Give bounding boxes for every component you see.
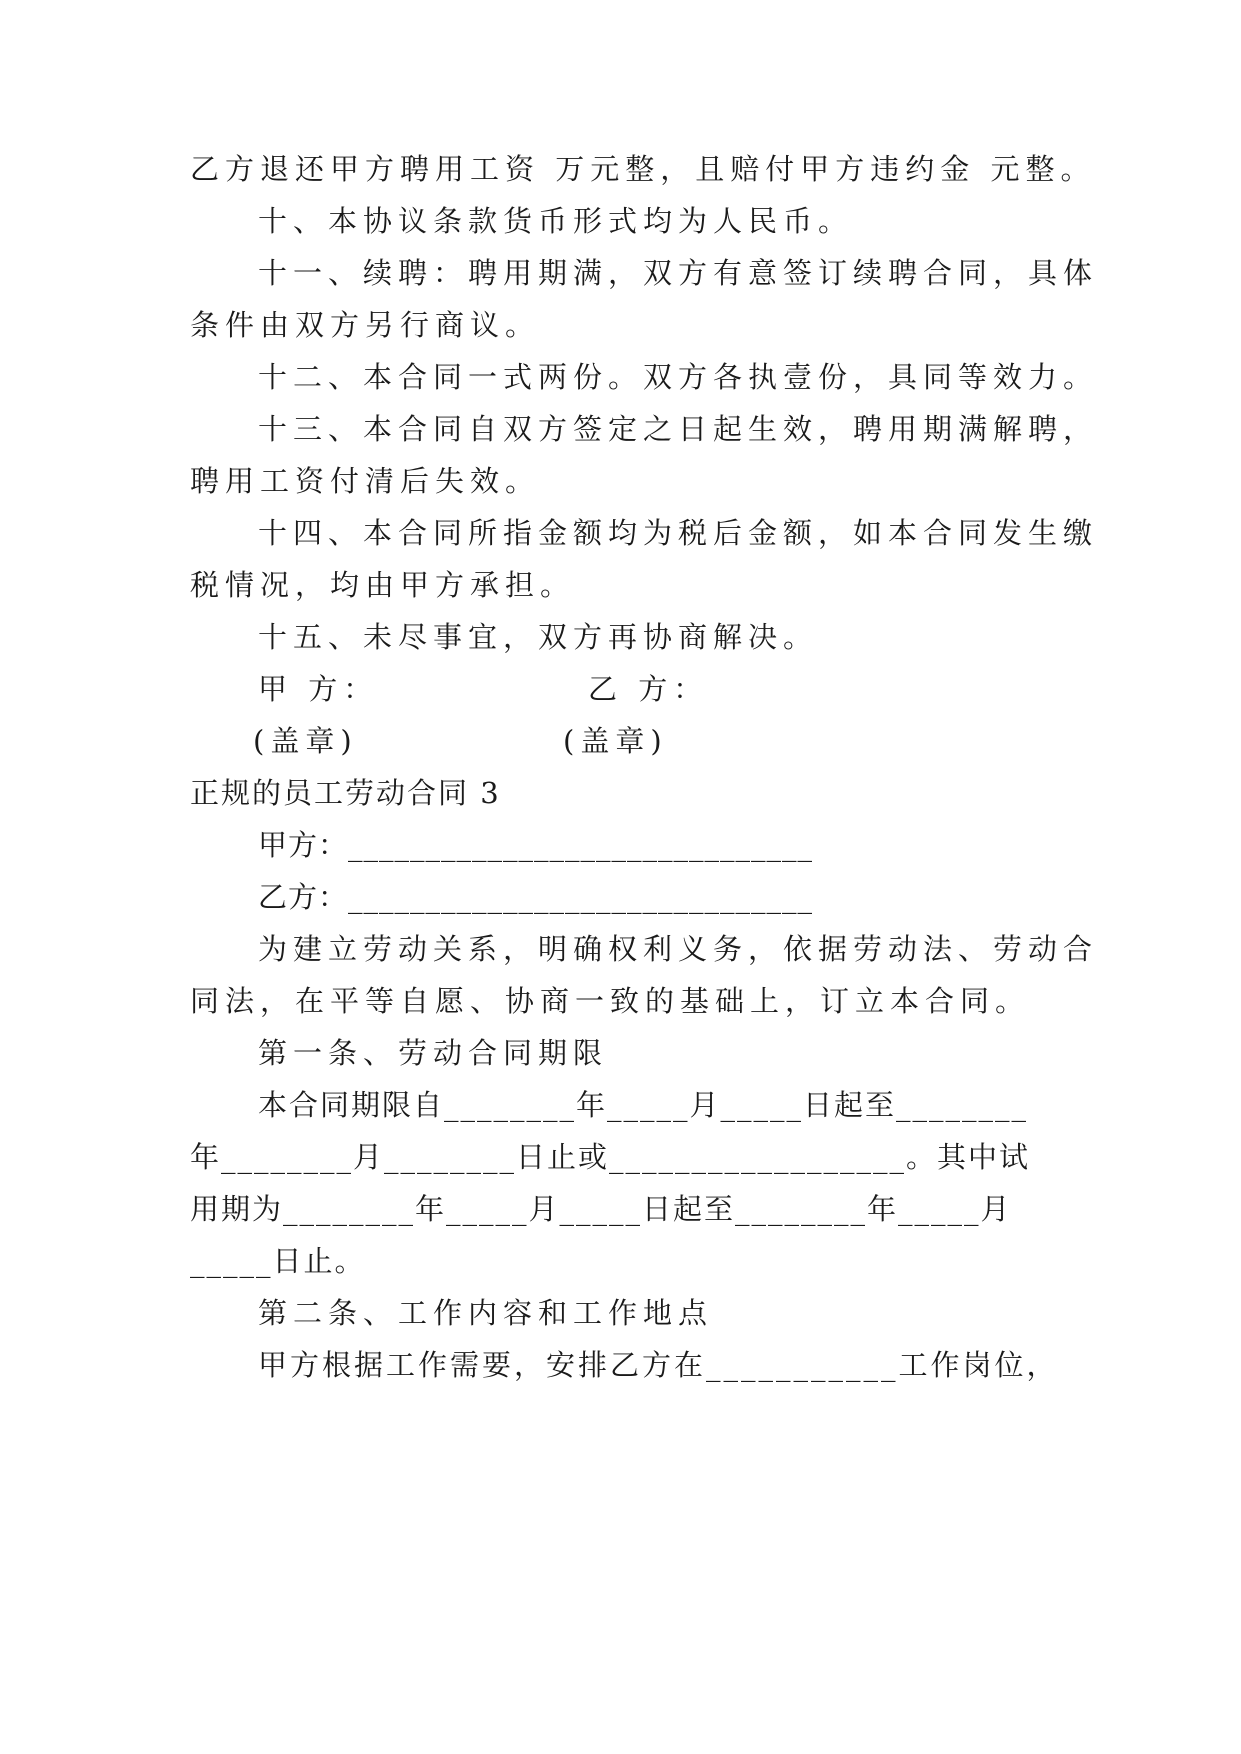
paragraph-line: 同法，在平等自愿、协商一致的基础上，订立本合同。 [190,984,1031,1018]
paragraph-line: 乙方退还甲方聘用工资 万元整，且赔付甲方违约金 元整。 [190,152,1096,186]
party-a-seal: (盖章) [253,724,358,758]
paragraph-line: 聘用工资付清后失效。 [190,464,541,498]
party-a-signature-label: 甲 方： [258,672,379,706]
paragraph-line: 十五、未尽事宜，双方再协商解决。 [258,620,819,654]
party-b-signature-label: 乙 方： [588,672,709,706]
paragraph-line: 十二、本合同一式两份。双方各执壹份，具同等效力。 [258,360,1099,394]
paragraph-line: 用期为________年_____月_____日起至________年_____月 [190,1192,1012,1226]
paragraph-line: 年________月________日止或__________________。其中试 [190,1140,1031,1174]
article-heading: 第二条、工作内容和工作地点 [258,1296,714,1330]
paragraph-line: 十、本协议条款货币形式均为人民币。 [258,204,854,238]
paragraph-line: 本合同期限自________年_____月_____日起至________ [258,1088,1029,1122]
paragraph-line: 十三、本合同自双方签定之日起生效，聘用期满解聘， [258,412,1099,446]
article-heading: 第一条、劳动合同期限 [258,1036,609,1070]
paragraph-line: 十一、续聘：聘用期满，双方有意签订续聘合同，具体 [258,256,1099,290]
paragraph-line: 十四、本合同所指金额均为税后金额，如本合同发生缴 [258,516,1099,550]
party-a-field: 甲方：______________________________ [258,828,814,862]
paragraph-line: _____日止。 [190,1244,366,1278]
section-title: 正规的员工劳动合同 3 [190,776,501,810]
paragraph-line: 为建立劳动关系，明确权利义务，依据劳动法、劳动合 [258,932,1099,966]
party-b-seal: (盖章) [563,724,668,758]
paragraph-line: 税情况，均由甲方承担。 [190,568,576,602]
paragraph-line: 条件由双方另行商议。 [190,308,541,342]
paragraph-line: 甲方根据工作需要，安排乙方在___________工作岗位， [258,1348,1059,1382]
party-b-field: 乙方：______________________________ [258,880,814,914]
